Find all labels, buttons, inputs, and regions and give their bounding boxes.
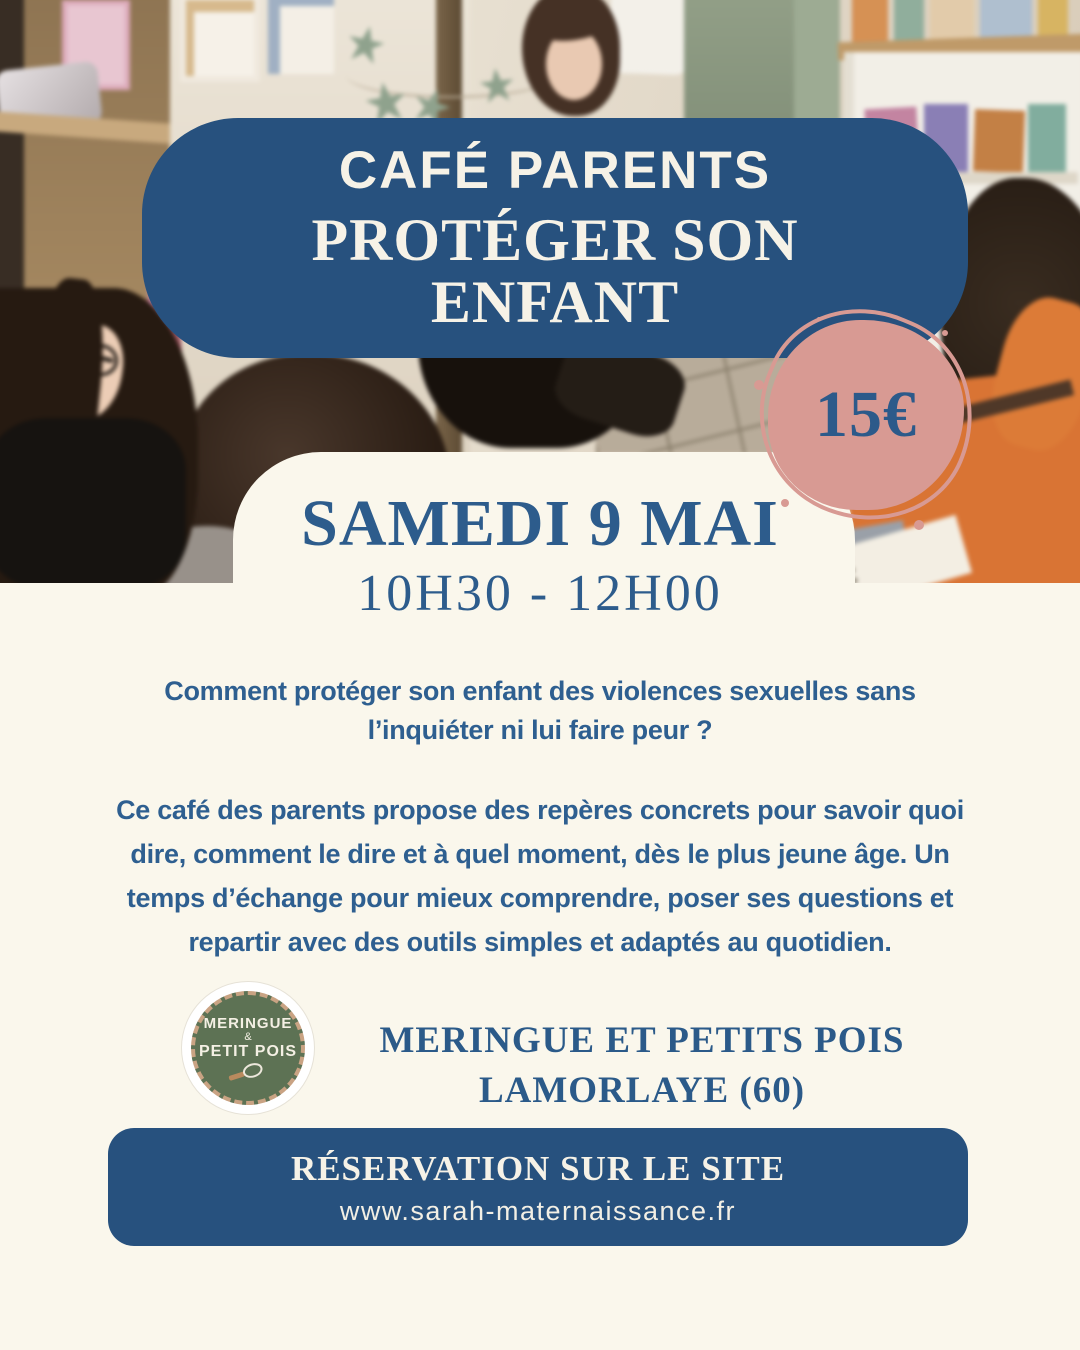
intro-paragraph <box>0 672 1080 750</box>
description-line: Ce café des parents propose des repères concrets pour savoir quoi <box>116 795 964 825</box>
event-time: 10H30 - 12H00 <box>357 565 723 622</box>
venue-name-line2: LAMORLAYE (60) <box>478 1070 806 1111</box>
photo-hanging-shirt <box>608 0 691 75</box>
photo-poster-2 <box>268 0 334 74</box>
venue-logo-text-top: MERINGUE <box>203 1015 293 1032</box>
event-title-line2: ENFANT <box>430 269 680 335</box>
intro-line: l’inquiéter ni lui faire peur ? <box>367 715 713 745</box>
venue-logo-ampersand: & <box>244 1031 252 1043</box>
venue-logo-badge <box>191 991 305 1105</box>
photo-poster-1 <box>180 0 260 82</box>
description-line: temps d’échange pour mieux comprendre, poser ses questions et <box>126 883 954 913</box>
reservation-label: RÉSERVATION SUR LE SITE <box>290 1149 786 1188</box>
venue-name <box>332 1016 952 1116</box>
venue-logo <box>182 982 314 1114</box>
description-line: repartir avec des outils simples et adaptés au quotidien. <box>188 927 892 957</box>
intro-line: Comment protéger son enfant des violences sexuelles sans <box>164 676 916 706</box>
price-badge <box>768 320 964 510</box>
description-line: dire, comment le dire et à quel moment, dès le plus jeune âge. Un <box>130 839 950 869</box>
photo-display-products <box>852 0 888 44</box>
description-paragraph <box>0 788 1080 964</box>
event-kicker: CAFÉ PARENTS <box>338 141 772 200</box>
photo-shelf-game <box>973 109 1025 173</box>
website-url[interactable]: www.sarah-maternaissance.fr <box>339 1196 737 1226</box>
venue-logo-text-bottom: PETIT POIS <box>198 1043 297 1060</box>
venue-name-line1: MERINGUE ET PETITS POIS <box>379 1020 905 1061</box>
reservation-button[interactable] <box>108 1128 968 1246</box>
event-date: SAMEDI 9 MAI <box>301 487 779 560</box>
whisk-icon <box>227 1058 270 1086</box>
event-title-line1: PROTÉGER SON <box>311 207 799 273</box>
price-label: 15€ <box>815 378 917 451</box>
date-block <box>0 489 1080 623</box>
photo-shelf-game <box>1028 104 1066 172</box>
